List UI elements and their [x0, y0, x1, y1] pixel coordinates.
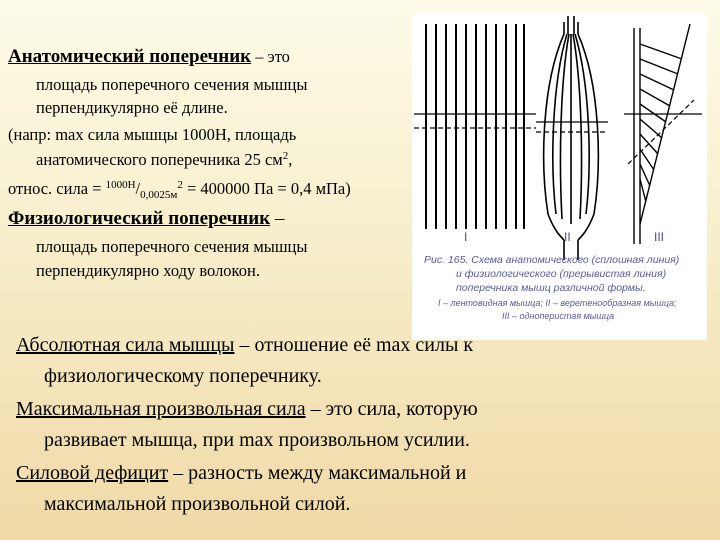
- figure-caption-line-2: и физиологического (прерывистая линия): [456, 268, 667, 280]
- anatomical-term: Анатомический поперечник: [8, 46, 252, 67]
- fusiform-muscle-drawing: [544, 16, 599, 260]
- strength-deficit-line-2: максимальной произвольной силой.: [44, 493, 351, 515]
- ribbon-muscle-drawing: [426, 24, 524, 229]
- example-line-3: относ. сила = $^{1000Н}/_{0,0025м}^2 = 400000$ Па = 0,4 мПа): [8, 179, 351, 201]
- strength-deficit-line-1: Силовой дефицит – разность между максимальной и: [16, 462, 467, 484]
- max-voluntary-strength-term: Максимальная произвольная сила: [16, 398, 306, 420]
- unipennate-muscle-drawing: [634, 24, 690, 244]
- physiological-term: Физиологический поперечник: [8, 208, 271, 229]
- physiological-definition-line-1: площадь поперечного сечения мышцы: [36, 237, 308, 256]
- figure-label-3: III: [654, 230, 665, 244]
- anatomical-definition-line-2: перпендикулярно её длине.: [36, 98, 228, 117]
- physiological-definition-line-2: перпендикулярно ходу волокон.: [36, 261, 260, 280]
- figure-caption-line-1: Рис. 165. Схема анатомического (сплошная линия): [424, 254, 680, 266]
- figure-caption-line-3: поперечника мышц различной формы.: [456, 282, 646, 294]
- absolute-strength-line-2: физиологическому поперечнику.: [44, 365, 322, 387]
- anatomical-dash: – это: [251, 47, 290, 66]
- absolute-strength-term: Абсолютная сила мышцы: [16, 334, 235, 356]
- figure-label-2: II: [564, 230, 571, 244]
- figure-label-1: I: [464, 230, 468, 244]
- absolute-strength-line-1: Абсолютная сила мышцы – отношение её max силы к: [16, 334, 474, 356]
- physiological-definition-heading: [8, 208, 284, 230]
- example-line-2: анатомического поперечника 25 $см^2$,: [36, 150, 293, 169]
- figure-caption-line-5: III – одноперистая мышца: [502, 311, 615, 321]
- anatomical-definition-heading: [8, 46, 290, 68]
- max-voluntary-strength-line-1: Максимальная произвольная сила – это сила, которую: [16, 398, 478, 420]
- example-line-1: (напр: max сила мышцы 1000Н, площадь: [8, 125, 297, 144]
- max-voluntary-strength-line-2: развивает мышца, при max произвольном усилии.: [44, 429, 470, 451]
- physiological-dash: –: [270, 208, 285, 229]
- muscle-diagram-figure: [412, 14, 707, 340]
- anatomical-definition-line-1: площадь поперечного сечения мышцы: [36, 75, 308, 94]
- strength-deficit-term: Силовой дефицит: [16, 462, 169, 484]
- figure-caption-line-4: I – лентовидная мышца; II – веретенообразная мышца;: [438, 298, 677, 308]
